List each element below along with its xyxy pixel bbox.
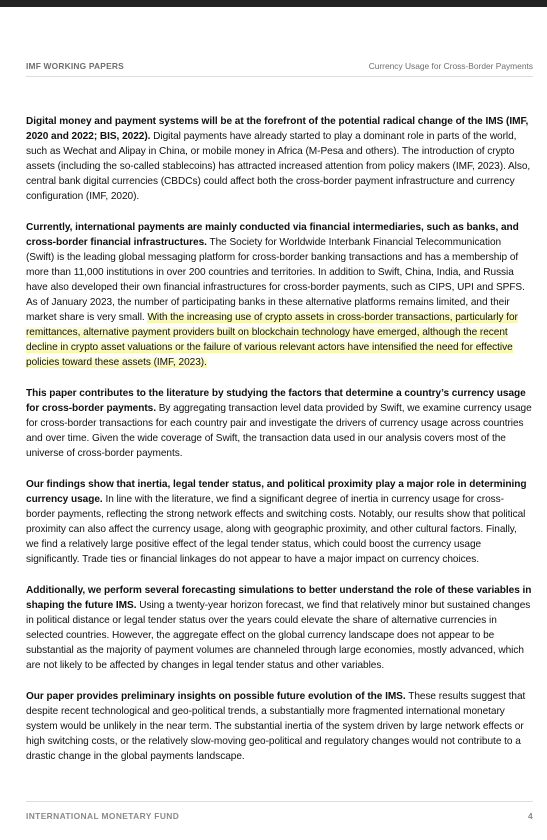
header-divider <box>26 76 533 77</box>
paragraph <box>26 689 532 764</box>
paper-title: Currency Usage for Cross-Border Payments <box>368 61 533 71</box>
paragraph <box>26 583 532 673</box>
page-number: 4 <box>527 811 533 821</box>
footer-org: INTERNATIONAL MONETARY FUND <box>26 811 180 821</box>
paragraph-lead: Additionally, we perform several forecasting simulations to better understand the role of these variables in shaping the future IMS. <box>26 585 532 611</box>
paragraph-text: These results suggest that despite recent technological and geo-political trends, a substantially more fragmented international monetary system would be unlikely in the near term. The substantial inertia of the system driven by large network effects or high switching costs, or the relatively slow-moving geo-political and regulatory changes would not contribute to a drastic change in the global payments landscape. <box>26 691 526 762</box>
top-bar <box>0 0 547 7</box>
footer-divider <box>26 801 533 802</box>
paragraph-text: Digital payments have already started to play a dominant role in parts of the world, such as Wechat and Alipay in China, or mobile money in Africa (M-Pesa and others). The introduction of crypto assets (including the so-called stablecoins) has attracted increased attention from policy makers (IMF, 2023). Also, central bank digital currencies (CBDCs) could affect both the cross-border payment infrastructure and currency configuration (IMF, 2020). <box>26 131 531 202</box>
paragraph-text: Using a twenty-year horizon forecast, we find that relatively minor but sustained changes in political distance or legal tender status over the years could elevate the share of alternative currencies in selected countries. However, the aggregate effect on the global currency landscape does not appear to be substantial as the majority of payment volumes are channeled through large economies, mostly advanced, which are not likely to be affected by changes in legal tender status and other variables. <box>26 600 531 671</box>
paragraph <box>26 220 532 370</box>
body-text <box>26 114 532 780</box>
paragraph-text: In line with the literature, we find a significant degree of inertia in currency usage for cross-border payments, reflecting the strong network effects and switching costs. Notably, our results show that political proximity can also affect the currency usage, along with geographic proximity, and other cultural factors. Finally, we find a relatively large positive effect of the legal tender status, which could boost the currency usage significantly. Trade ties or financial linkages do not appear to have a major impact on currency choices. <box>26 494 526 565</box>
paragraph-lead: Our findings show that inertia, legal tender status, and political proximity play a major role in determining currency usage. <box>26 479 527 505</box>
paragraph-lead: Currently, international payments are mainly conducted via financial intermediaries, such as banks, and cross-border financial infrastructures. <box>26 222 519 248</box>
series-title: IMF WORKING PAPERS <box>26 61 124 71</box>
page-header <box>26 61 533 71</box>
paragraph <box>26 114 532 204</box>
paragraph-lead: This paper contributes to the literature by studying the factors that determine a country’s currency usage for cross-border payments. <box>26 388 526 414</box>
paragraph-lead: Digital money and payment systems will be at the forefront of the potential radical change of the IMS (IMF, 2020 and 2022; BIS, 2022). <box>26 116 529 142</box>
paragraph <box>26 386 532 461</box>
paragraph <box>26 477 532 567</box>
highlighted-text: With the increasing use of crypto assets in cross-border transactions, particularly for remittances, alternative payment providers built on blockchain technology have emerged, although the recent decline in crypto asset valuations or the failure of various relevant actors have intensified the need for effective policies toward these assets (IMF, 2023). <box>26 312 518 368</box>
paragraph-lead: Our paper provides preliminary insights on possible future evolution of the IMS. <box>26 691 406 702</box>
paragraph-text: By aggregating transaction level data provided by Swift, we examine currency usage for cross-border transactions for each country pair and investigate the drivers of currency usage across countries and over time. Given the wide coverage of Swift, the transaction data used in our analysis covers most of the universe of cross-border payments. <box>26 403 532 459</box>
paragraph-text: The Society for Worldwide Interbank Financial Telecommunication (Swift) is the leading global messaging platform for cross-border banking transactions and has a membership of more than 11,000 institutions in over 200 countries and territories. In addition to Swift, China, India, and Russia have also developed their own financial infrastructures for cross-border payments, such as CIPS, UPI and SPFS. As of January 2023, the number of participating banks in these alternative platforms remains limited, and their market share is very small. <box>26 237 525 323</box>
page-footer <box>26 811 533 821</box>
